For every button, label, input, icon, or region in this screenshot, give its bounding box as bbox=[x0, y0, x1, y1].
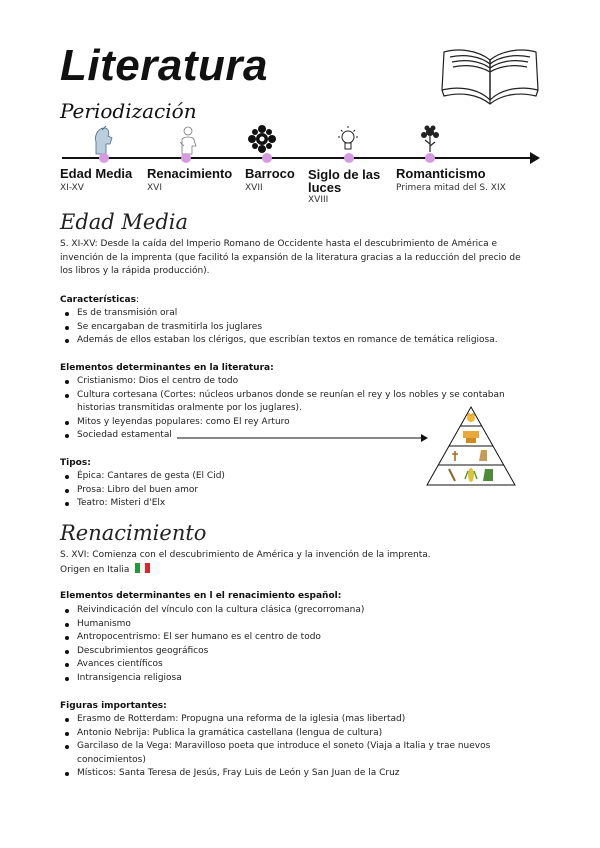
figuras-heading: Figuras importantes: bbox=[60, 701, 167, 711]
list-item: Descubrimientos geográficos bbox=[60, 645, 530, 659]
timeline-dot bbox=[344, 153, 354, 163]
list-item: Se encargaban de trasmitirla los juglares bbox=[60, 321, 530, 335]
list-item: Teatro: Misteri d'Elx bbox=[60, 497, 530, 511]
caracteristicas-colon: : bbox=[135, 295, 140, 305]
timeline-dot bbox=[99, 153, 109, 163]
timeline-dot bbox=[262, 153, 272, 163]
timeline-label: Barroco bbox=[245, 166, 295, 181]
edad-media-intro: S. XI-XV: Desde la caída del Imperio Romano de Occidente hasta el descubrimiento de América e invención de la imprenta (que facilitó la expansión de la literatura gracias a la reducción del precio de los libros y la rápida producción). bbox=[60, 239, 521, 276]
list-item: Es de transmisión oral bbox=[60, 307, 530, 321]
caracteristicas-list bbox=[60, 307, 530, 348]
timeline-label: Renacimiento bbox=[147, 166, 233, 181]
page-title: Literatura bbox=[60, 41, 268, 90]
list-item: Épica: Cantares de gesta (El Cid) bbox=[60, 470, 530, 484]
lightbulb-icon bbox=[334, 124, 362, 152]
renacimiento-elementos-heading: Elementos determinantes en l el renacimiento español: bbox=[60, 591, 342, 601]
list-item: Místicos: Santa Teresa de Jesús, Fray Luis de León y San Juan de la Cruz bbox=[60, 767, 530, 781]
open-book-icon bbox=[440, 44, 540, 110]
timeline-dot bbox=[181, 153, 191, 163]
tipos-list bbox=[60, 470, 530, 511]
list-item: Erasmo de Rotterdam: Propugna una reforma de la iglesia (mas libertad) bbox=[60, 713, 530, 727]
list-item: Antropocentrismo: El ser humano es el centro de todo bbox=[60, 631, 530, 645]
caracteristicas-label: Características bbox=[60, 295, 136, 305]
timeline-label: Edad Media bbox=[60, 166, 133, 181]
list-item: Cristianismo: Dios el centro de todo bbox=[60, 375, 530, 389]
ornament-icon bbox=[247, 124, 275, 152]
elementos-heading: Elementos determinantes en la literatura: bbox=[60, 363, 274, 373]
statue-icon bbox=[174, 124, 202, 152]
timeline-label: Romanticismo bbox=[396, 166, 486, 181]
timeline-date: XVI bbox=[147, 183, 162, 193]
timeline-label: Siglo de las luces bbox=[308, 167, 381, 195]
timeline-date: Primera mitad del S. XIX bbox=[396, 183, 506, 193]
list-item: Humanismo bbox=[60, 618, 530, 632]
timeline-date: XVII bbox=[245, 183, 263, 193]
list-item: Garcilaso de la Vega: Maravilloso poeta que introduce el soneto (Viaja a Italia y trae nuevos conocimientos) bbox=[60, 740, 530, 767]
list-item: Además de ellos estaban los clérigos, que escribían textos en romance de temática religiosa. bbox=[60, 334, 530, 348]
renacimiento-origen: Origen en Italia bbox=[60, 565, 130, 575]
renacimiento-origen-line bbox=[60, 563, 150, 578]
section-title-renacimiento: Renacimiento bbox=[60, 521, 207, 545]
section-title-edad-media: Edad Media bbox=[60, 210, 189, 234]
timeline-dot bbox=[425, 153, 435, 163]
pointer-arrow bbox=[177, 429, 429, 448]
italy-flag-icon bbox=[135, 563, 150, 573]
list-item: Antonio Nebrija: Publica la gramática castellana (lengua de cultura) bbox=[60, 727, 530, 741]
timeline-date: XVIII bbox=[308, 195, 329, 205]
renacimiento-elementos-list bbox=[60, 604, 530, 685]
list-item: Reivindicación del vínculo con la cultura clásica (grecorromana) bbox=[60, 604, 530, 618]
caracteristicas-heading bbox=[60, 294, 139, 308]
flower-icon bbox=[416, 124, 444, 152]
timeline-line bbox=[62, 157, 532, 159]
list-item: Intransigencia religiosa bbox=[60, 672, 530, 686]
page-subtitle: Periodización bbox=[60, 99, 197, 123]
list-item: Cultura cortesana (Cortes: núcleos urbanos donde se reunían el rey y los nobles y se contaban historias transmitidas oralmente por los juglares). bbox=[60, 389, 530, 416]
list-item: Prosa: Libro del buen amor bbox=[60, 484, 530, 498]
figuras-list bbox=[60, 713, 530, 781]
list-item: Avances científicos bbox=[60, 658, 530, 672]
tipos-heading: Tipos: bbox=[60, 458, 91, 468]
timeline-arrow bbox=[530, 152, 540, 164]
timeline-date: XI-XV bbox=[60, 183, 84, 193]
renacimiento-intro: S. XVI: Comienza con el descubrimiento de América y la invención de la imprenta. bbox=[60, 550, 431, 560]
list-item: Mitos y leyendas populares: como El rey Arturo bbox=[60, 416, 530, 430]
list-item: Sociedad estamental bbox=[60, 429, 530, 443]
knight-icon bbox=[90, 124, 118, 152]
